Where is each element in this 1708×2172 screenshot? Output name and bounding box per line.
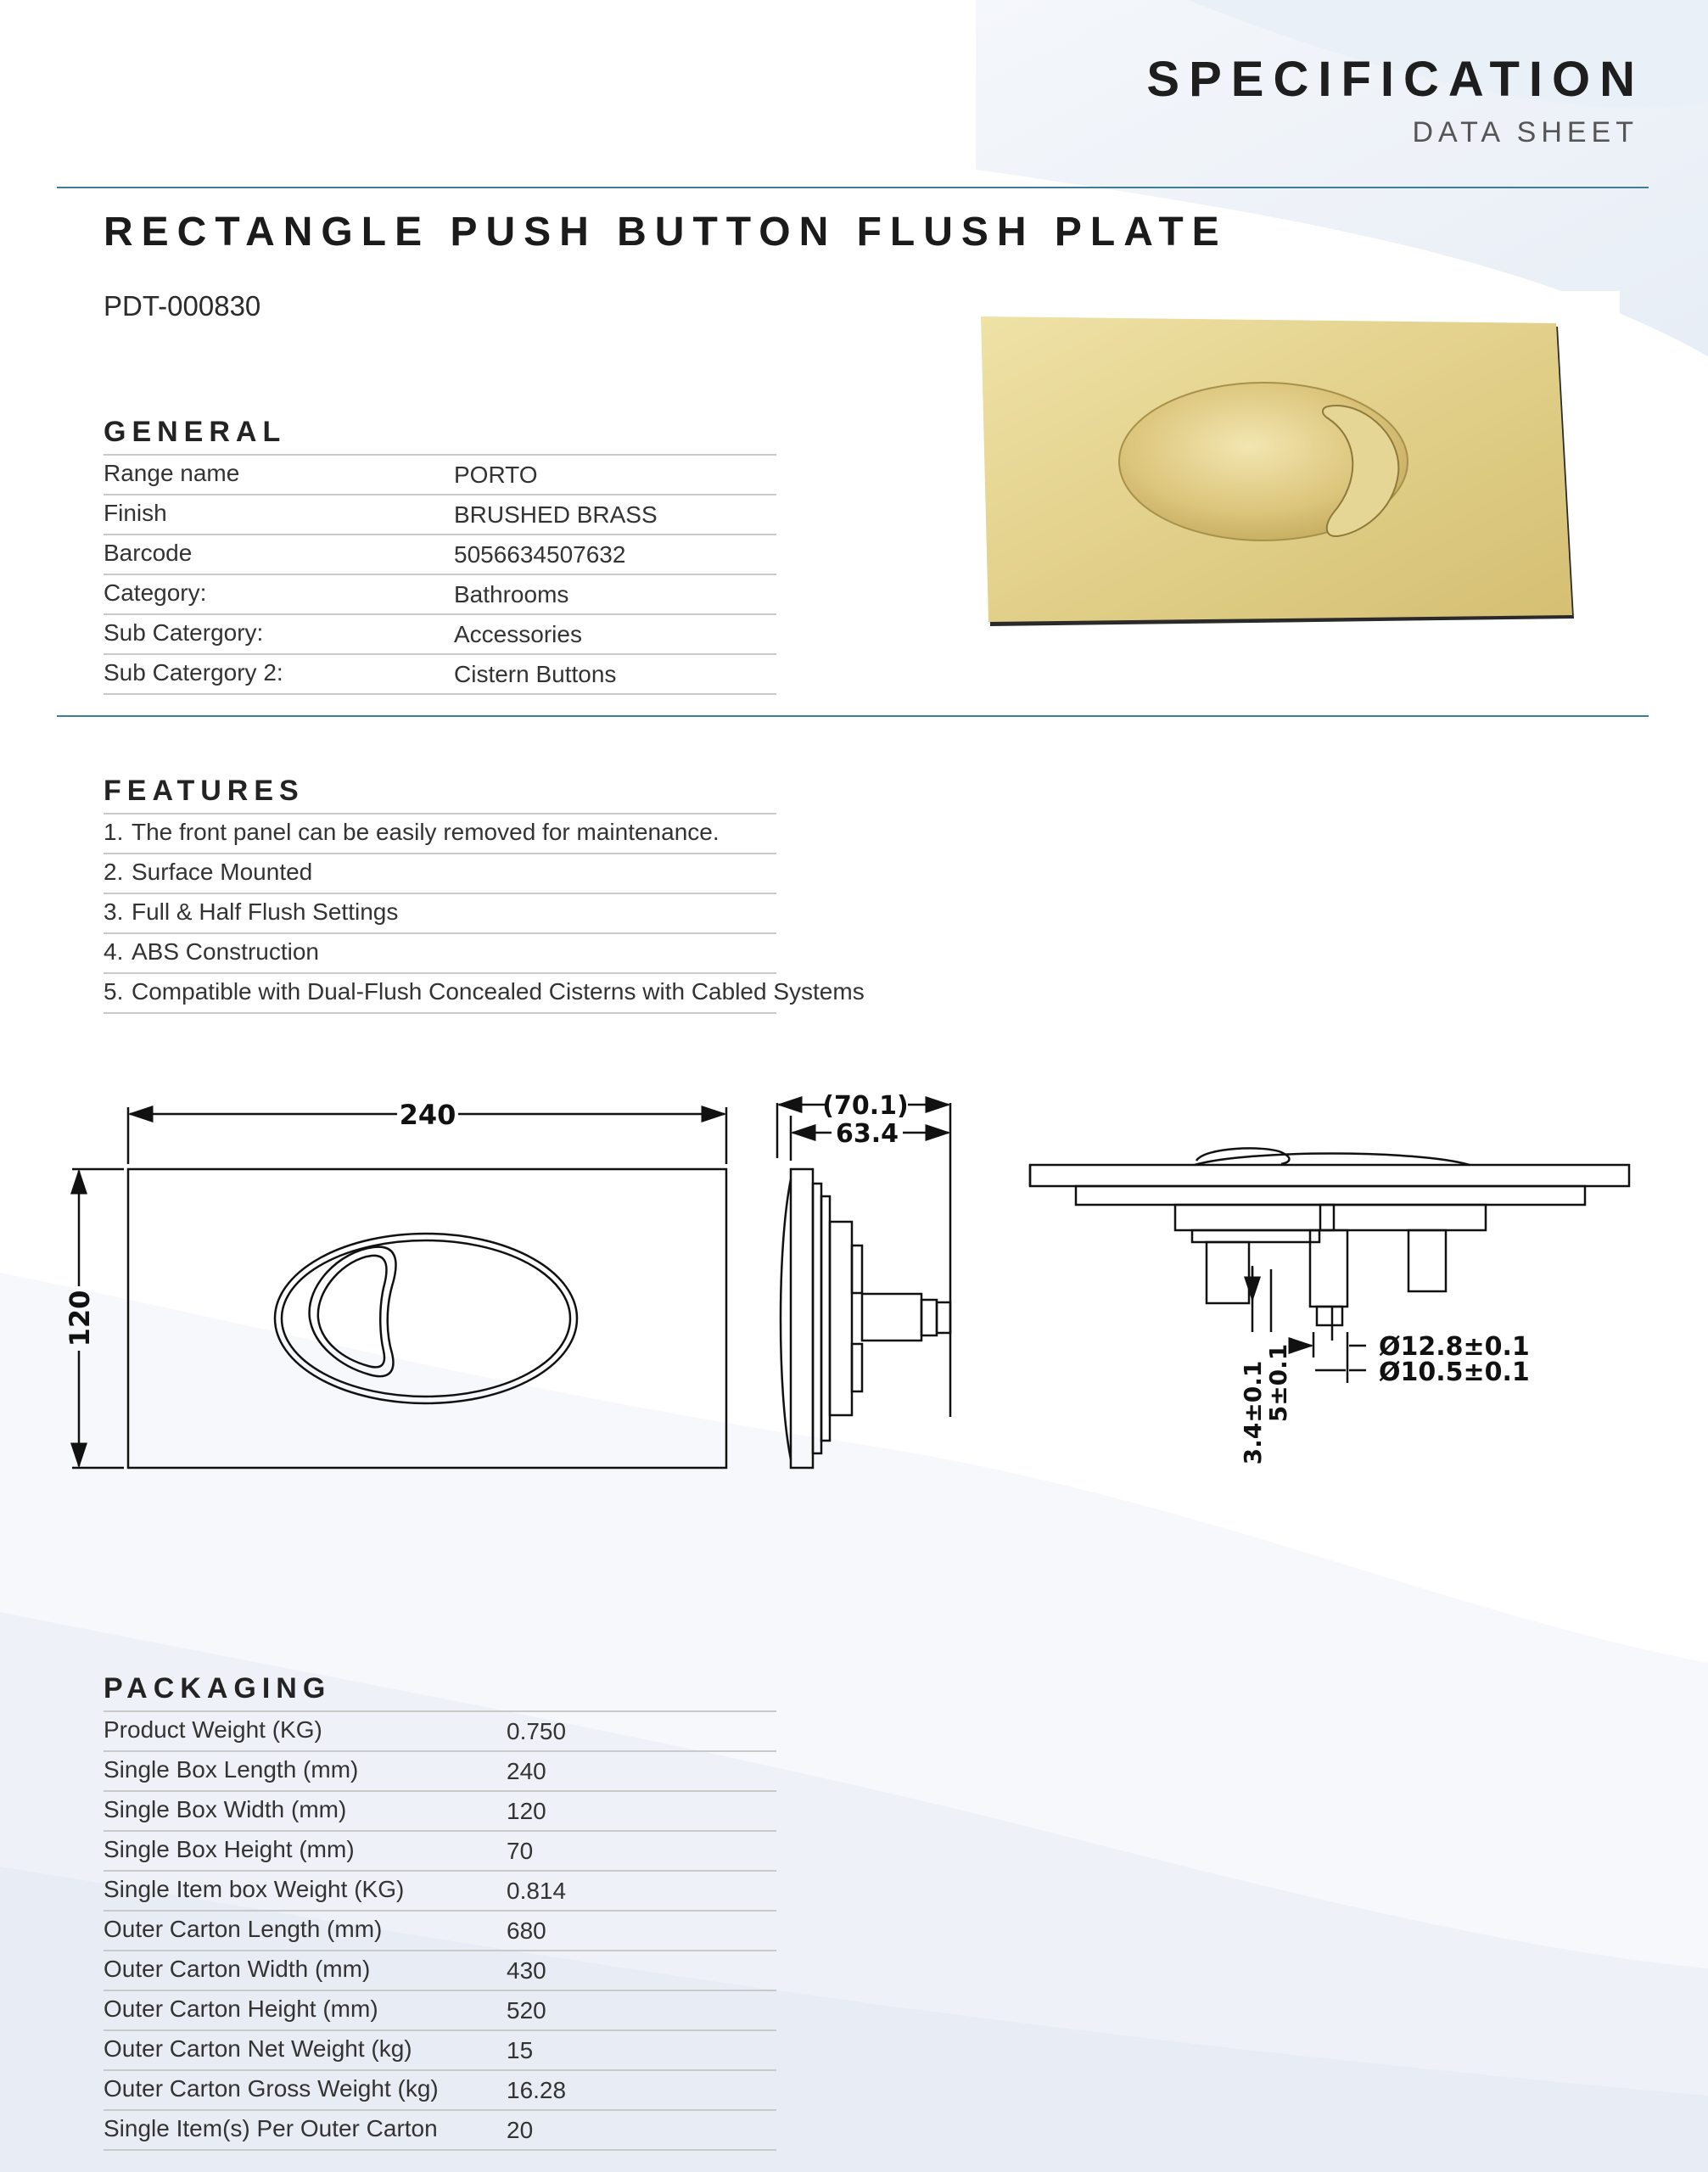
features-section: [104, 775, 865, 1014]
header-subtitle: DATA SHEET: [1412, 116, 1638, 148]
row-label: Outer Carton Gross Weight (kg): [104, 2075, 439, 2102]
table-row: [104, 1712, 776, 1752]
table-row: [104, 495, 776, 535]
list-item: [104, 814, 776, 854]
row-value: 16.28: [507, 2077, 567, 2103]
row-value: 240: [507, 1758, 546, 1784]
item-text: Full & Half Flush Settings: [132, 898, 399, 925]
row-value: Accessories: [454, 621, 582, 647]
list-item: [104, 854, 776, 894]
item-text: Compatible with Dual-Flush Concealed Cisterns with Cabled Systems: [132, 978, 865, 1005]
table-row: [104, 1792, 776, 1832]
row-label: Single Box Height (mm): [104, 1836, 355, 1862]
general-table: [104, 454, 776, 695]
middle-divider: [57, 715, 1649, 717]
table-row: [104, 1752, 776, 1792]
dim-depth-inner: 63.4: [835, 1119, 899, 1149]
table-row: [104, 2031, 776, 2071]
front-view: [64, 1099, 726, 1468]
general-heading: GENERAL: [104, 416, 287, 448]
row-label: Single Item box Weight (KG): [104, 1876, 405, 1902]
item-number: 1.: [104, 819, 124, 845]
row-value: 680: [507, 1917, 546, 1944]
row-label: Outer Carton Net Weight (kg): [104, 2035, 412, 2062]
row-value: 20: [507, 2117, 534, 2143]
item-number: 2.: [104, 859, 124, 885]
row-value: 15: [507, 2037, 534, 2063]
dim-diameter-inner: Ø10.5±0.1: [1379, 1358, 1530, 1387]
general-section: [104, 416, 776, 695]
item-number: 5.: [104, 978, 124, 1005]
row-label: Finish: [104, 500, 167, 526]
features-heading: FEATURES: [104, 775, 305, 807]
dim-offset-a: 3.4±0.1: [1239, 1360, 1267, 1465]
flush-plate-render: [961, 291, 1620, 686]
packaging-table: [104, 1710, 776, 2151]
side-view: [777, 1091, 950, 1468]
header-title: SPECIFICATION: [1146, 52, 1644, 107]
dim-width: 240: [399, 1099, 456, 1131]
row-label: Single Box Length (mm): [104, 1756, 359, 1783]
row-value: Bathrooms: [454, 581, 569, 607]
list-item: [104, 894, 776, 934]
dim-height: 120: [64, 1290, 96, 1347]
packaging-heading: PACKAGING: [104, 1672, 332, 1705]
table-row: [104, 655, 776, 695]
table-row: [104, 2071, 776, 2111]
item-number: 4.: [104, 938, 124, 965]
product-title: RECTANGLE PUSH BUTTON FLUSH PLATE: [104, 210, 1228, 255]
row-label: Single Box Width (mm): [104, 1796, 347, 1822]
row-value: 0.750: [507, 1718, 567, 1744]
row-label: Outer Carton Width (mm): [104, 1956, 371, 1982]
row-value: PORTO: [454, 462, 538, 488]
item-text: ABS Construction: [132, 938, 319, 965]
row-value: 5056634507632: [454, 541, 626, 568]
row-label: Barcode: [104, 540, 193, 566]
dim-diameter-outer: Ø12.8±0.1: [1379, 1332, 1530, 1362]
row-label: Product Weight (KG): [104, 1716, 322, 1743]
product-code: PDT-000830: [104, 290, 261, 322]
row-value: Cistern Buttons: [454, 661, 617, 687]
item-text: Surface Mounted: [132, 859, 313, 885]
table-row: [104, 575, 776, 615]
table-row: [104, 1832, 776, 1872]
table-row: [104, 456, 776, 495]
row-value: 430: [507, 1957, 546, 1984]
product-image: [961, 291, 1620, 686]
table-row: [104, 535, 776, 575]
table-row: [104, 1912, 776, 1951]
row-value: 0.814: [507, 1878, 567, 1904]
features-list: [104, 813, 865, 1014]
row-value: 120: [507, 1798, 546, 1824]
row-label: Outer Carton Length (mm): [104, 1916, 383, 1942]
row-label: Sub Catergory:: [104, 619, 264, 646]
item-text: The front panel can be easily removed for maintenance.: [132, 819, 720, 845]
row-label: Single Item(s) Per Outer Carton: [104, 2115, 438, 2141]
table-row: [104, 1951, 776, 1991]
list-item: [104, 974, 865, 1014]
row-label: Range name: [104, 460, 240, 486]
table-row: [104, 1991, 776, 2031]
table-row: [104, 2111, 776, 2151]
table-row: [104, 615, 776, 655]
list-item: [104, 934, 776, 974]
table-row: [104, 1872, 776, 1912]
row-label: Category:: [104, 579, 207, 606]
top-view: [1030, 1148, 1629, 1464]
dim-offset-b: 5±0.1: [1264, 1343, 1292, 1423]
dim-depth-outer: (70.1): [822, 1091, 909, 1121]
technical-drawing: [59, 1078, 1646, 1485]
row-value: 70: [507, 1838, 534, 1864]
top-divider: [57, 187, 1649, 188]
row-value: BRUSHED BRASS: [454, 501, 658, 528]
row-label: Sub Catergory 2:: [104, 659, 283, 686]
packaging-section: [104, 1672, 776, 2151]
row-value: 520: [507, 1997, 546, 2024]
row-label: Outer Carton Height (mm): [104, 1996, 378, 2022]
item-number: 3.: [104, 898, 124, 925]
